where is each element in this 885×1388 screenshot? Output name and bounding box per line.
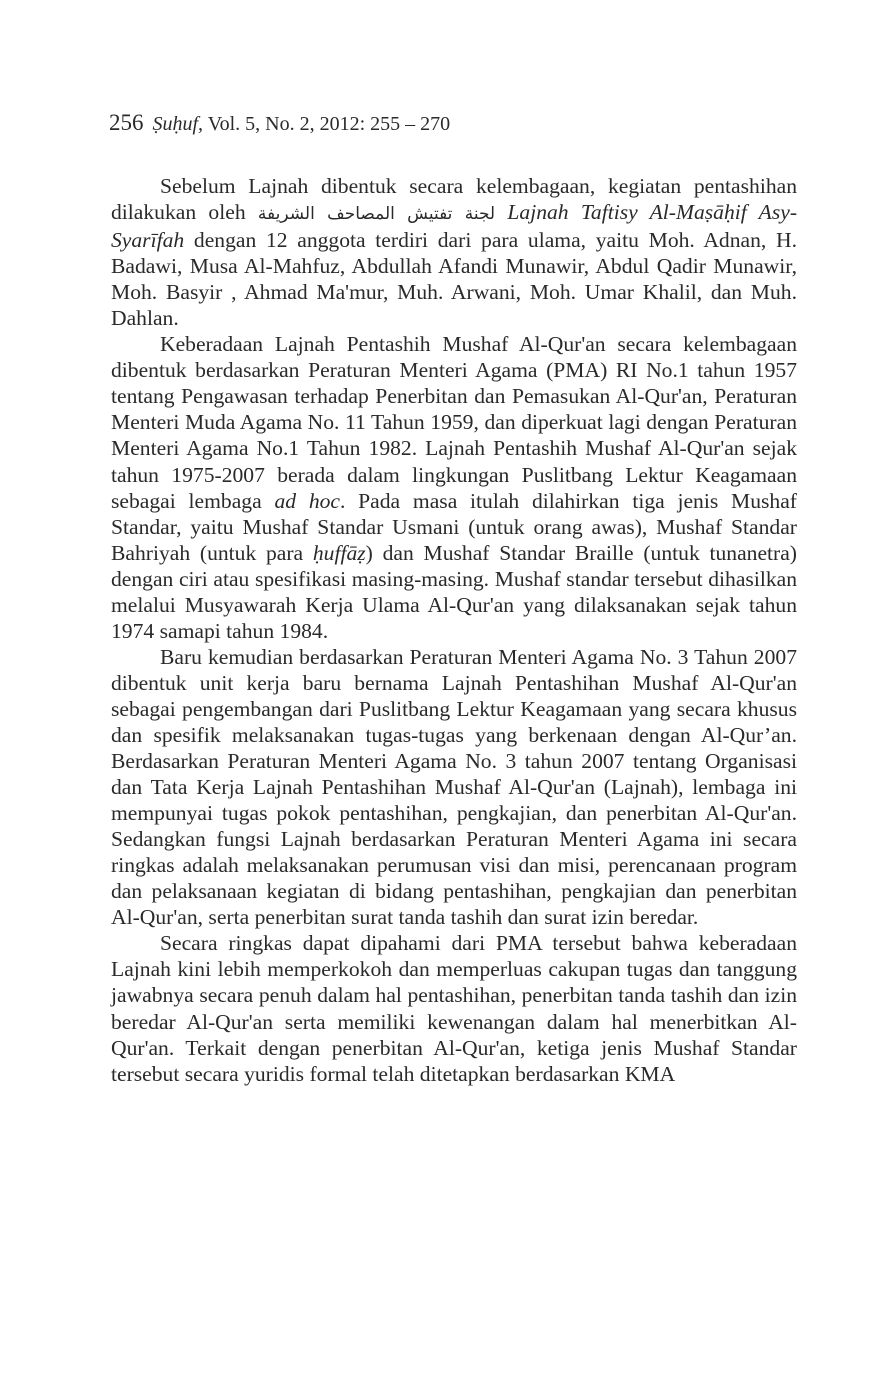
paragraph-2-text-c: ) dan Mushaf Standar Braille (untuk tunanetra) dengan ciri atau spesifikasi masing-masing. Mushaf standar tersebut dihasilkan melalui Musyawarah Kerja Ulama Al-Qur'an yang dilaksanakan sejak tahun 1974 samapi tahun 1984. xyxy=(111,540,797,643)
paragraph-1-text-a: Sebelum Lajnah dibentuk secara kelembagaan, kegiatan pentashihan dilakukan oleh xyxy=(111,174,797,225)
paragraph-1 xyxy=(111,173,797,331)
paragraph-3: Baru kemudian berdasarkan Peraturan Menteri Agama No. 3 Tahun 2007 dibentuk unit kerja baru bernama Lajnah Pentashihan Mushaf Al-Qur'an sebagai pengembangan dari Puslitbang Lektur Keagamaan yang secara khusus dan spesifik melaksanakan tugas-tugas yang berkenaan dengan Al-Qur’an. Berdasarkan Peraturan Menteri Agama No. 3 tahun 2007 tentang Organisasi dan Tata Kerja Lajnah Pentashihan Mushaf Al-Qur'an (Lajnah), lembaga ini mempunyai tugas pokok pentashihan, pengkajian, dan penerbitan Al-Qur'an. Sedangkan fungsi Lajnah berdasarkan Peraturan Menteri Agama ini secara ringkas adalah melaksanakan perumusan visi dan misi, perencanaan program dan pelaksanaan kegiatan di bidang pentashihan, pengkajian dan penerbitan Al-Qur'an, serta penerbitan surat tanda tashih dan surat izin beredar. xyxy=(111,644,797,930)
page-number: 256 xyxy=(109,110,144,135)
paragraph-2-text-b: . Pada masa itulah dilahirkan tiga jenis Mushaf Standar, yaitu Mushaf Standar Usmani (untuk orang awas), Mushaf Standar Bahriyah (untuk para xyxy=(111,488,798,565)
running-header xyxy=(109,111,450,136)
paragraph-2 xyxy=(111,331,797,644)
huffaz-term: ḥuffāẓ xyxy=(312,540,366,565)
paragraph-4: Secara ringkas dapat dipahami dari PMA tersebut bahwa keberadaan Lajnah kini lebih memperkokoh dan memperluas cakupan tugas dan tanggung jawabnya secara penuh dalam hal pentashihan, penerbitan tanda tashih dan izin beredar Al-Qur'an serta memiliki kewenangan dalam hal menerbitkan Al-Qur'an. Terkait dengan penerbitan Al-Qur'an, ketiga jenis Mushaf Standar tersebut secara yuridis formal telah ditetapkan berdasarkan KMA xyxy=(111,931,797,1086)
transliterated-term: Lajnah Taftisy Al-Maṣāḥif Asy-Syarīfah xyxy=(111,200,798,253)
journal-citation: Vol. 5, No. 2, 2012: 255 – 270 xyxy=(207,113,451,135)
paragraph-2-text-a: Keberadaan Lajnah Pentashih Mushaf Al-Qur'an secara kelembagaan dibentuk berdasarkan Peraturan Menteri Agama (PMA) RI No.1 tahun 1957 tentang Pengawasan terhadap Penerbitan dan Pemasukan Al-Qur'an, Peraturan Menteri Muda Agama No. 11 Tahun 1959, dan diperkuat lagi dengan Peraturan Menteri Agama No.1 Tahun 1982. Lajnah Pentashih Mushaf Al-Qur'an sejak tahun 1975-2007 berada dalam lingkungan Puslitbang Lektur Keagamaan sebagai lembaga xyxy=(111,332,797,513)
paragraph-1-text-b: dengan 12 anggota terdiri dari para ulama, yaitu Moh. Adnan, H. Badawi, Musa Al-Mahfuz, Abdullah Afandi Munawir, Abdul Qadir Munawir, Moh. Basyir , Ahmad Ma'mur, Muh. Arwani, Moh. Umar Khalil, dan Muh. Dahlan. xyxy=(111,228,797,331)
arabic-term: لجنة تفتيش المصاحف الشريفة xyxy=(257,204,496,225)
article-body xyxy=(111,173,797,1087)
journal-name: Ṣuḥuf, xyxy=(152,113,204,135)
ad-hoc-term: ad hoc xyxy=(274,488,340,513)
